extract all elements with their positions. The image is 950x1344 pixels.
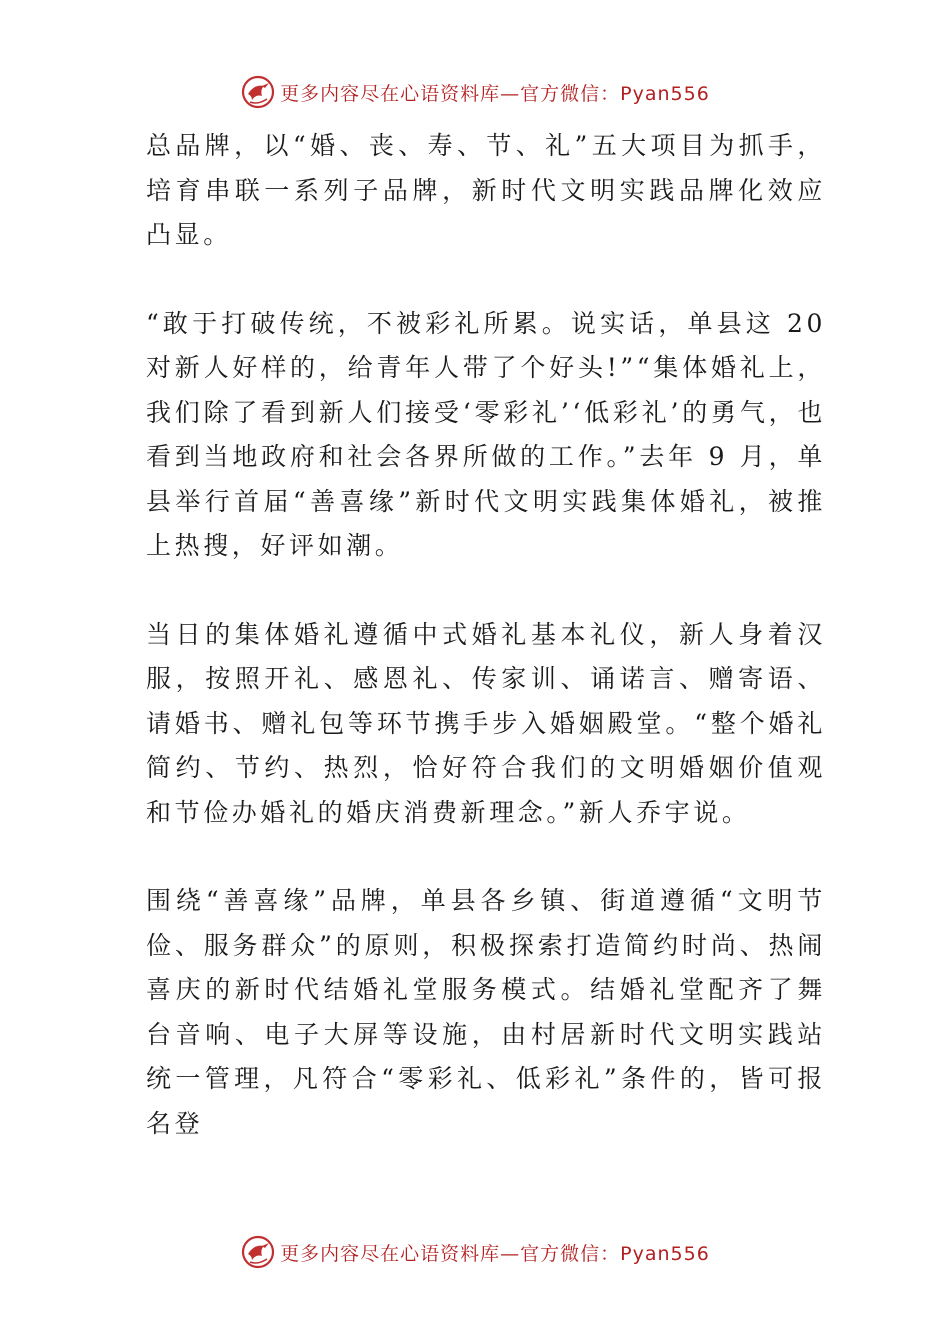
header-banner: [0, 72, 950, 112]
paragraph-1: 总品牌，以“婚、丧、寿、节、礼”五大项目为抓手，培育串联一系列子品牌，新时代文明实践品牌化效应凸显。: [146, 131, 826, 249]
banner-text: [280, 1239, 710, 1266]
paragraph-2: “敢于打破传统，不被彩礼所累。说实话，单县这 20 对新人好样的，给青年人带了个好头!”“集体婚礼上，我们除了看到新人们接受‘零彩礼’‘低彩礼’的勇气，也看到当地政府和社会各界所做的工作。”去年 9 月，单县举行首届“善喜缘”新时代文明实践集体婚礼，被推上热搜，好评如潮。: [146, 308, 826, 560]
wechat-id: Pyan556: [620, 82, 710, 105]
bird-logo-icon: [240, 1234, 276, 1270]
footer-banner: [0, 1232, 950, 1272]
banner-caption: 更多内容尽在心语资料库—官方微信：: [280, 82, 621, 105]
banner-caption: 更多内容尽在心语资料库—官方微信：: [280, 1242, 621, 1265]
wechat-id: Pyan556: [620, 1242, 710, 1265]
banner-text: [280, 79, 710, 106]
paragraph-3: 当日的集体婚礼遵循中式婚礼基本礼仪，新人身着汉服，按照开礼、感恩礼、传家训、诵诺言、赠寄语、请婚书、赠礼包等环节携手步入婚姻殿堂。“整个婚礼简约、节约、热烈，恰好符合我们的文明婚姻价值观和节俭办婚礼的婚庆消费新理念。”新人乔宇说。: [146, 619, 826, 827]
paragraph-4: 围绕“善喜缘”品牌，单县各乡镇、街道遵循“文明节俭、服务群众”的原则，积极探索打造简约时尚、热闹喜庆的新时代结婚礼堂服务模式。结婚礼堂配齐了舞台音响、电子大屏等设施，由村居新时代文明实践站统一管理，凡符合“零彩礼、低彩礼”条件的，皆可报名登: [146, 886, 826, 1138]
document-body: [146, 124, 826, 1190]
bird-logo-icon: [240, 74, 276, 110]
